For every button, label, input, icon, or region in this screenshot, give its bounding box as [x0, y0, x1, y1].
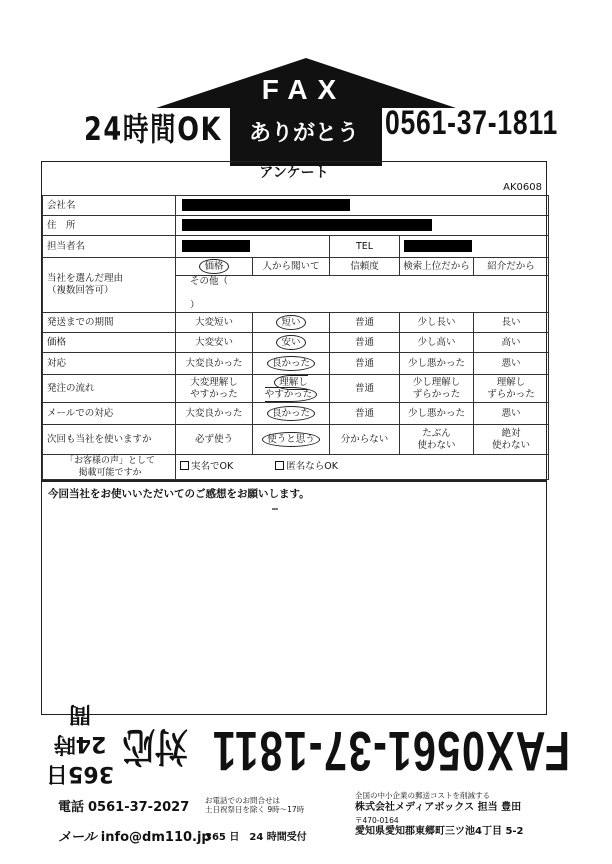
handwritten-circle: 使うと思う — [262, 432, 320, 447]
mail-address[interactable]: info@dm110.jp — [100, 830, 211, 845]
fax-label: FAX — [261, 74, 347, 105]
rating-option[interactable]: 少し長い — [400, 313, 474, 333]
handwritten-circle: 良かった — [267, 356, 315, 371]
inverted-days: 365日 — [46, 761, 114, 786]
footer — [0, 788, 612, 864]
tel-label: 電話 — [58, 800, 85, 815]
rating-option[interactable]: 大変理解し やすかった — [176, 375, 253, 403]
tel-field[interactable] — [400, 236, 549, 258]
inverted-taio: 対応 — [122, 723, 188, 769]
reason-option[interactable]: 検索上位だから — [400, 258, 474, 276]
hours-label: 24時間OK — [84, 110, 223, 148]
voice-row — [43, 455, 549, 480]
tel-note-line: 土日祝祭日を除く 9時〜17時 — [205, 805, 305, 814]
rating-option[interactable] — [253, 403, 330, 425]
reason-option[interactable]: 信頼度 — [330, 258, 400, 276]
redacted-block — [182, 240, 250, 252]
checkbox[interactable] — [180, 461, 189, 470]
rating-rows — [43, 313, 549, 455]
mail-note: 365 日 24 時間受付 — [205, 832, 307, 843]
rating-option[interactable]: 普通 — [330, 353, 400, 375]
rating-option[interactable]: たぶん 使わない — [400, 425, 474, 455]
voice-option-anonymous: 匿名ならOK — [286, 461, 338, 472]
handwritten-circle: 理解し やすかった — [265, 375, 318, 402]
contact-row — [43, 236, 549, 258]
company-label: 会社名 — [43, 196, 176, 216]
reason-row — [43, 258, 549, 276]
reason-other-close: ） — [190, 300, 200, 311]
rating-option[interactable]: 少し高い — [400, 333, 474, 353]
postal-code: 〒470-0164 — [355, 816, 399, 825]
handwritten-circle: 短い — [276, 315, 305, 330]
inverted-banner — [46, 701, 570, 788]
rating-label: 対応 — [43, 353, 176, 375]
tel-label: TEL — [330, 236, 400, 258]
comment-title: 今回当社をお使いいただいてのご感想をお願いします。 — [48, 488, 310, 500]
rating-row — [43, 425, 549, 455]
rating-option[interactable]: 大変安い — [176, 333, 253, 353]
rating-option[interactable] — [253, 353, 330, 375]
reason-other-field[interactable] — [176, 276, 549, 313]
rating-option[interactable]: 大変短い — [176, 313, 253, 333]
rating-label: 価格 — [43, 333, 176, 353]
rating-option[interactable] — [253, 333, 330, 353]
reason-option[interactable] — [176, 258, 253, 276]
rating-option[interactable]: 悪い — [474, 403, 549, 425]
rating-row — [43, 403, 549, 425]
handwritten-circle: 安い — [276, 335, 305, 350]
company-address: 愛知県愛知郡東郷町三ツ池4丁目 5-2 — [355, 826, 524, 837]
redacted-block — [182, 199, 350, 211]
rating-option[interactable]: 分からない — [330, 425, 400, 455]
footer-tel — [58, 796, 189, 815]
rating-option[interactable]: 悪い — [474, 353, 549, 375]
rating-row — [43, 353, 549, 375]
rating-option[interactable] — [253, 375, 330, 403]
rating-option[interactable]: 長い — [474, 313, 549, 333]
handwritten-circle: 価格 — [199, 259, 228, 274]
reason-option[interactable]: 紹介だから — [474, 258, 549, 276]
address-field[interactable] — [176, 216, 549, 236]
rating-option[interactable]: 普通 — [330, 403, 400, 425]
redacted-block — [182, 219, 432, 231]
rating-option[interactable]: 普通 — [330, 313, 400, 333]
rating-option[interactable]: 普通 — [330, 375, 400, 403]
rating-label: 発注の流れ — [43, 375, 176, 403]
rating-option[interactable]: 普通 — [330, 333, 400, 353]
voice-options — [176, 455, 549, 480]
mail-label: メール — [58, 830, 97, 845]
company-tagline: 全国の中小企業の郵送コストを削減する — [355, 791, 490, 800]
rating-option[interactable]: 理解し ずらかった — [474, 375, 549, 403]
tel-number[interactable]: 0561-37-2027 — [88, 800, 190, 815]
reason-label: 当社を選んだ理由 （複数回答可） — [43, 258, 176, 313]
handwritten-circle: 良かった — [267, 406, 315, 421]
rating-label: メールでの対応 — [43, 403, 176, 425]
fax-number: 0561-37-1811 — [385, 104, 559, 142]
form-title: アンケート — [259, 165, 329, 181]
rating-option[interactable] — [253, 425, 330, 455]
form-code: AK0608 — [503, 182, 542, 193]
address-row — [43, 216, 549, 236]
rating-option[interactable]: 必ず使う — [176, 425, 253, 455]
voice-option-real-name: 実名でOK — [191, 461, 234, 472]
redacted-block — [404, 240, 472, 252]
rating-row — [43, 333, 549, 353]
company-row — [43, 196, 549, 216]
rating-row — [43, 375, 549, 403]
inverted-hours: 24時間 — [53, 701, 107, 756]
footer-mail — [58, 826, 211, 845]
rating-label: 次回も当社を使いますか — [43, 425, 176, 455]
rating-option[interactable]: 大変良かった — [176, 403, 253, 425]
contact-label: 担当者名 — [43, 236, 176, 258]
rating-row — [43, 313, 549, 333]
inverted-365 — [45, 698, 115, 788]
rating-label: 発送までの期間 — [43, 313, 176, 333]
contact-field[interactable] — [176, 236, 330, 258]
questionnaire-form — [41, 161, 547, 481]
rating-option[interactable]: 少し悪かった — [400, 353, 474, 375]
company-info — [355, 790, 524, 837]
tel-note — [205, 796, 304, 814]
reason-option[interactable]: 人から聞いて — [253, 258, 330, 276]
address-label: 住 所 — [43, 216, 176, 236]
tel-note-line: お電話でのお問合せは — [205, 796, 280, 805]
rating-option[interactable]: 大変良かった — [176, 353, 253, 375]
rating-option[interactable]: 少し理解し ずらかった — [400, 375, 474, 403]
inverted-fax-number: FAX0561-37-1811 — [211, 720, 570, 783]
company-field[interactable] — [176, 196, 549, 216]
reason-other-label: その他（ — [190, 276, 229, 287]
comment-box[interactable] — [41, 481, 547, 715]
voice-label: 「お客様の声」として 掲載可能ですか — [43, 455, 176, 480]
rating-option[interactable]: 少し悪かった — [400, 403, 474, 425]
thanks-label: ありがとう — [248, 120, 359, 146]
rating-option[interactable]: 高い — [474, 333, 549, 353]
mark — [272, 508, 278, 510]
rating-option[interactable]: 絶対 使わない — [474, 425, 549, 455]
checkbox[interactable] — [275, 461, 284, 470]
form-table — [42, 195, 549, 480]
company-name: 株式会社メディアボックス 担当 豊田 — [355, 802, 522, 813]
rating-option[interactable] — [253, 313, 330, 333]
